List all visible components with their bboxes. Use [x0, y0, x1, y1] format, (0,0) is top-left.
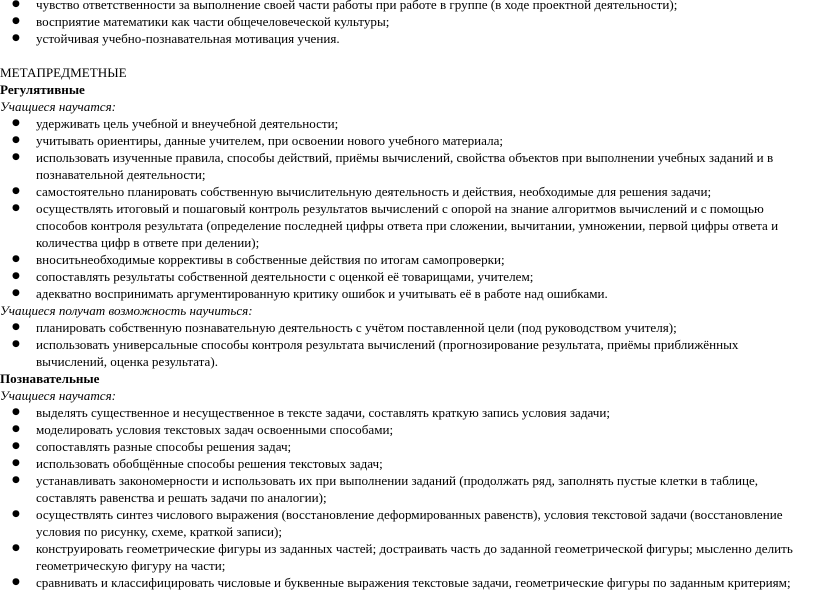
bullet-icon: ● [12, 203, 20, 213]
list-item [0, 455, 816, 472]
list-item-text: конструировать геометрические фигуры из заданных частей; достраивать часть до заданной геометрической фигуры; мысленно делить геометрическую фигуру на части; [36, 541, 793, 573]
list-item [0, 285, 816, 302]
list-item-text: планировать собственную познавательную деятельность с учётом поставленной цели (под руководством учителя); [36, 320, 677, 335]
list-item [0, 183, 816, 200]
list-item [0, 200, 816, 251]
list-item-text: использовать обобщённые способы решения текстовых задач; [36, 456, 383, 471]
cognitive-heading: Познавательные [0, 371, 100, 386]
personal-results-list [0, 0, 816, 47]
list-item-text: осуществлять итоговый и пошаговый контроль результатов вычислений с опорой на знание алгоритмов вычислений и с помощью способов контроля результата (определение последней цифры ответа при сложении, вычитании, умножении, первой цифры ответа и количества цифр в ответе при делении); [36, 201, 779, 250]
cognitive-learn-label: Учащиеся научатся: [0, 388, 117, 403]
bullet-icon: ● [12, 33, 20, 43]
list-item-text: осуществлять синтез числового выражения (восстановление деформированных равенств), условия текстовой задачи (восстановление условия по рисунку, схеме, краткой записи); [36, 507, 783, 539]
bullet-icon: ● [12, 441, 20, 451]
list-item [0, 574, 816, 591]
list-item [0, 506, 816, 540]
bullet-icon: ● [12, 135, 20, 145]
bullet-icon: ● [12, 288, 20, 298]
list-item [0, 115, 816, 132]
bullet-icon: ● [12, 577, 20, 587]
bullet-icon: ● [12, 407, 20, 417]
list-item [0, 540, 816, 574]
regulatory-chance-list [0, 319, 816, 370]
list-item [0, 404, 816, 421]
bullet-icon: ● [12, 16, 20, 26]
bullet-icon: ● [12, 0, 20, 9]
bullet-icon: ● [12, 152, 20, 162]
list-item [0, 472, 816, 506]
list-item [0, 149, 816, 183]
regulatory-learn-list [0, 115, 816, 302]
list-item-text: восприятие математики как части общечеловеческой культуры; [36, 14, 390, 29]
list-item-text: моделировать условия текстовых задач освоенными способами; [36, 422, 394, 437]
list-item [0, 132, 816, 149]
bullet-icon: ● [12, 271, 20, 281]
list-item-text: сопоставлять разные способы решения задач; [36, 439, 292, 454]
bullet-icon: ● [12, 322, 20, 332]
list-item-text: устанавливать закономерности и использовать их при выполнении заданий (продолжать ряд, заполнять пустые клетки в таблице, составлять равенства и решать задачи по аналогии); [36, 473, 759, 505]
list-item-text: сопоставлять результаты собственной деятельности с оценкой её товарищами, учителем; [36, 269, 534, 284]
list-item-text: учитывать ориентиры, данные учителем, при освоении нового учебного материала; [36, 133, 504, 148]
list-item [0, 438, 816, 455]
list-item [0, 268, 816, 285]
regulatory-learn-label: Учащиеся научатся: [0, 99, 117, 114]
bullet-icon: ● [12, 254, 20, 264]
bullet-icon: ● [12, 118, 20, 128]
bullet-icon: ● [12, 339, 20, 349]
list-item [0, 13, 816, 30]
list-item [0, 0, 816, 13]
list-item [0, 421, 816, 438]
regulatory-chance-label: Учащиеся получат возможность научиться: [0, 303, 253, 318]
list-item [0, 30, 816, 47]
list-item-text: выделять существенное и несущественное в тексте задачи, составлять краткую запись условия задачи; [36, 405, 611, 420]
list-item [0, 319, 816, 336]
list-item-text: адекватно воспринимать аргументированную критику ошибок и учитывать её в работе над ошибками. [36, 286, 608, 301]
list-item-text: использовать изученные правила, способы действий, приёмы вычислений, свойства объектов при выполнении учебных заданий и в познавательной деятельности; [36, 150, 774, 182]
list-item [0, 336, 816, 370]
list-item-text: использовать универсальные способы контроля результата вычислений (прогнозирование результата, приёмы приближённых вычислений, оценка результата). [36, 337, 739, 369]
bullet-icon: ● [12, 543, 20, 553]
list-item-text: сравнивать и классифицировать числовые и буквенные выражения текстовые задачи, геометрические фигуры по заданным критериям; [36, 575, 791, 590]
bullet-icon: ● [12, 475, 20, 485]
regulatory-heading: Регулятивные [0, 82, 85, 97]
metasubject-title: МЕТАПРЕДМЕТНЫЕ [0, 65, 127, 80]
list-item [0, 251, 816, 268]
cognitive-learn-list [0, 404, 816, 591]
bullet-icon: ● [12, 186, 20, 196]
spacer [0, 47, 816, 64]
list-item-text: самостоятельно планировать собственную вычислительную деятельность и действия, необходимые для решения задачи; [36, 184, 712, 199]
bullet-icon: ● [12, 424, 20, 434]
list-item-text: чувство ответственности за выполнение своей части работы при работе в группе (в ходе проектной деятельности); [36, 0, 678, 12]
bullet-icon: ● [12, 458, 20, 468]
list-item-text: вноситьнеобходимые коррективы в собственные действия по итогам самопроверки; [36, 252, 505, 267]
list-item-text: удерживать цель учебной и внеучебной деятельности; [36, 116, 339, 131]
bullet-icon: ● [12, 509, 20, 519]
list-item-text: устойчивая учебно-познавательная мотивация учения. [36, 31, 340, 46]
